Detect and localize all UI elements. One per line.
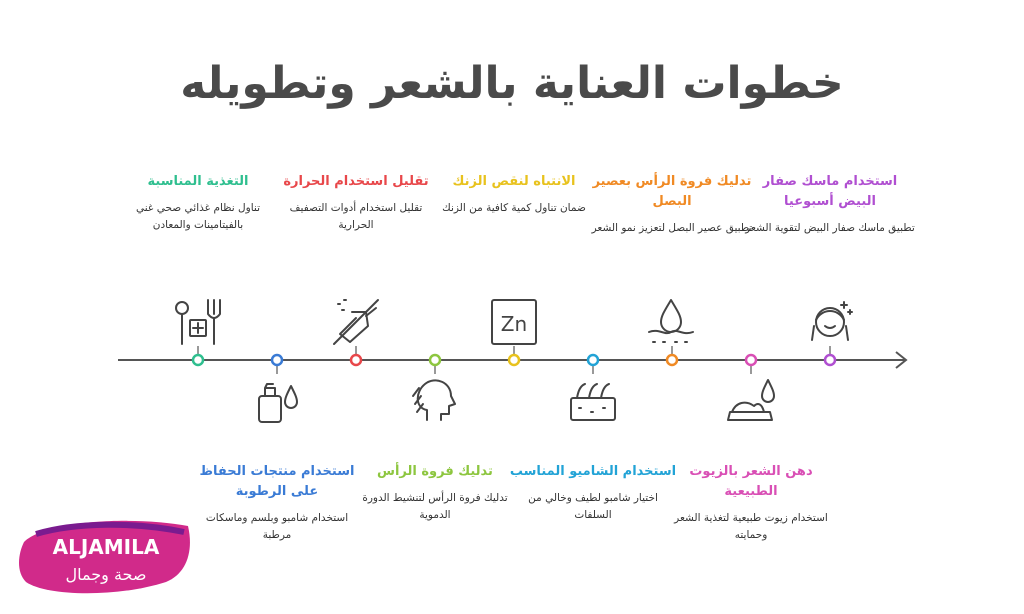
page-title: خطوات العناية بالشعر وتطويله [180,58,844,109]
step-card [429,172,599,217]
step-card [271,172,441,234]
step-dot [588,355,598,365]
step-description: تدليك فروة الرأس لتنشيط الدورة الدموية [362,492,508,521]
step-description: اختيار شامبو لطيف وخالي من السلفات [528,492,658,521]
step-card [587,172,757,237]
step-description: ضمان تناول كمية كافية من الزنك [442,202,586,214]
step-title: استخدام منتجات الحفاظ على الرطوبة [199,464,355,499]
step-dot [430,355,440,365]
svg-text:صحة وجمال: صحة وجمال [65,565,147,584]
step-title: تدليك فروة الرأس [377,464,493,479]
step-card [350,462,520,524]
step-dot [825,355,835,365]
head-massage-icon [413,380,455,420]
step-description: تطبيق عصير البصل لتعزيز نمو الشعر [591,222,753,234]
step-dot [272,355,282,365]
food-health-icon [176,300,220,344]
step-card [745,172,915,237]
step-description: تطبيق ماسك صفار البيض لتقوية الشعر [745,222,915,234]
step-title: استخدام ماسك صفار البيض أسبوعيا [762,174,898,209]
hair-follicle-icon [571,384,615,420]
step-dot [746,355,756,365]
step-title: التغذية المناسبة [147,174,249,189]
scalp-drop-icon [649,300,693,342]
woman-face-icon [812,302,852,340]
step-title: تدليك فروة الرأس بعصير البصل [592,174,752,209]
step-description: تناول نظام غذائي صحي غني بالفيتامينات والمعادن [135,202,261,231]
step-title: تقليل استخدام الحرارة [283,174,429,189]
moisture-bottle-icon [259,384,297,422]
step-dot [667,355,677,365]
step-description: تقليل استخدام أدوات التصفيف الحرارية [289,202,423,231]
step-card [666,462,836,544]
step-dot [193,355,203,365]
oil-drop-icon [728,380,774,420]
step-card [192,462,362,544]
step-title: استخدام الشاميو المناسب [509,464,677,479]
step-title: الانتباه لنقص الزنك [452,174,576,189]
step-card [508,462,678,524]
step-card [113,172,283,234]
no-heat-tool-icon [334,300,378,344]
step-description: استخدام شامبو وبلسم وماسكات مرطبة [205,512,349,541]
step-description: استخدام زيوت طبيعية لتغذية الشعر وحمايته [674,512,828,541]
svg-text:ALJAMILA: ALJAMILA [52,535,160,559]
aljamila-logo [16,512,196,602]
step-dot [509,355,519,365]
step-title: دهن الشعر بالزيوت الطبيعية [689,464,813,499]
zinc-symbol: Zn [500,312,528,336]
step-dot [351,355,361,365]
